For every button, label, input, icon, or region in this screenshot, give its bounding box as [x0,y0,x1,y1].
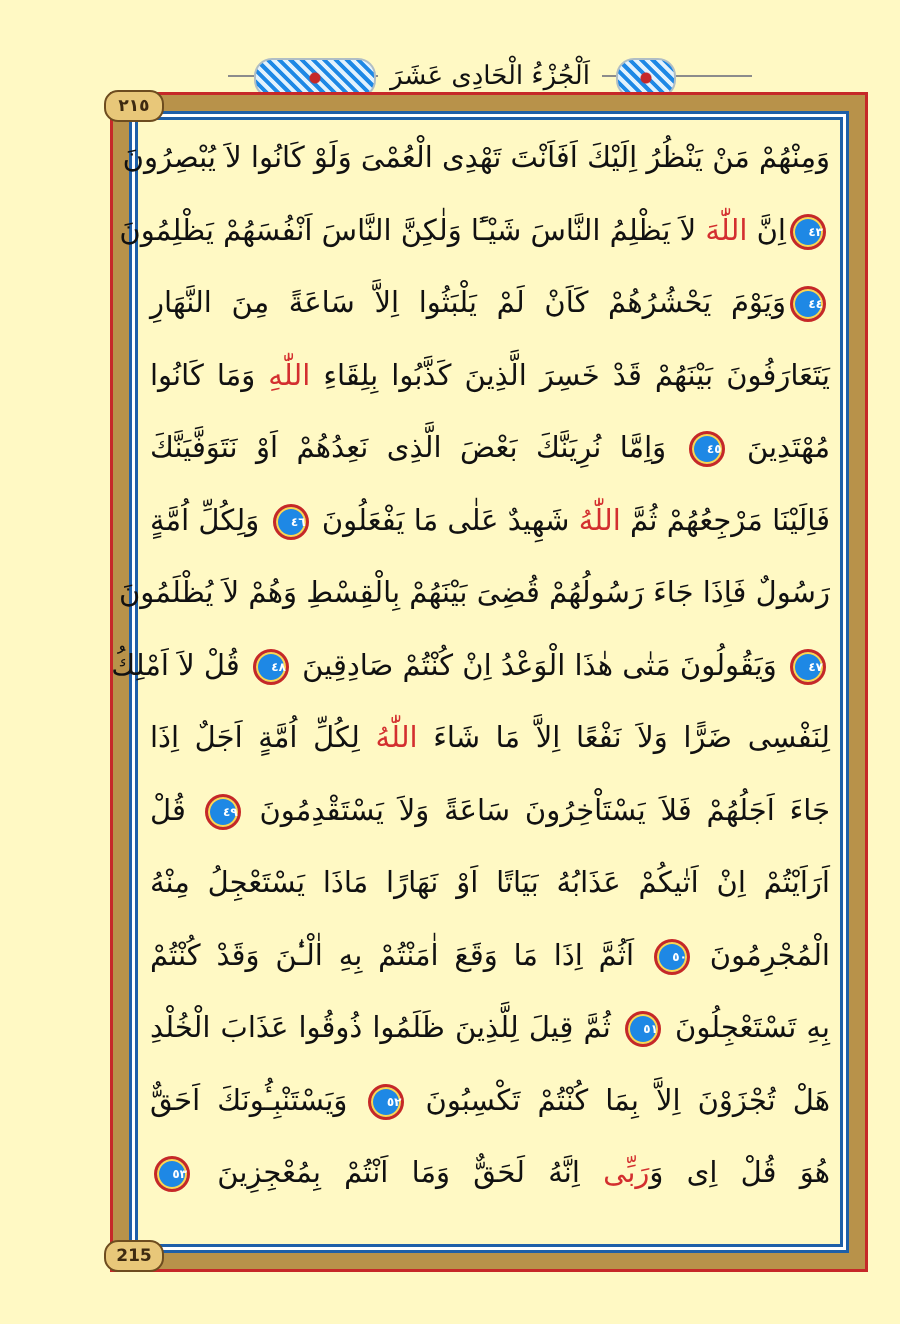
verse-line [150,1002,830,1052]
verse-text: قُلْ [150,792,201,827]
divine-name: اللّٰهَ [705,212,748,247]
verse-text: يَتَعَارَفُونَ بَيْنَهُمْ قَدْ خَسِرَ الَّذِينَ كَذَّبُوا بِلِقَاءِ [310,357,830,392]
verse-line [122,132,830,182]
ayah-number-marker: ٤٦ [273,504,309,540]
ayah-number-marker: ٥٣ [154,1156,190,1192]
ayah-number-marker: ٤٧ [790,649,826,685]
divine-name: اللّٰهِ [268,357,311,392]
verse-text: جَاءَ اَجَلُهُمْ فَلاَ يَسْتَاْخِرُونَ سَاعَةً وَلاَ يَسْتَقْدِمُونَ [244,792,831,827]
page-number-bottom: 215 [104,1240,164,1272]
verse-line [150,930,830,980]
ayah-number-marker: ٤٣ [790,214,826,250]
verse-text: الْمُجْرِمُونَ [693,937,830,972]
ayah-number-marker: ٤٤ [790,286,826,322]
verse-line [150,277,830,327]
verse-text: بِهِ تَسْتَعْجِلُونَ [664,1010,830,1044]
verse-text: شَهِيدٌ عَلٰى مَا يَفْعَلُونَ [312,502,579,537]
verse-line [150,1147,830,1197]
verse-text: لاَ يَظْلِمُ النَّاسَ شَيْـًٔا وَلٰكِنَّ النَّاسَ اَنْفُسَهُمْ يَظْلِمُونَ [119,212,706,247]
ayah-number-marker: ٤٨ [253,649,289,685]
verse-text: اِنَّ [747,212,786,247]
verse-text: قُلْ لاَ اَمْلِكُ [111,647,249,682]
verse-text: فَاِلَيْنَا مَرْجِعُهُمْ ثُمَّ [620,502,830,537]
verse-text: لِنَفْسِى ضَرًّا وَلاَ نَفْعًا اِلاَّ مَا شَاءَ [417,720,830,754]
verse-text: وَمِنْهُمْ مَنْ يَنْظُرُ اِلَيْكَ اَفَاَنْتَ تَهْدِى الْعُمْىَ وَلَوْ كَانُوا لاَ يُبْصِرُونَ [122,140,830,174]
verse-text: وَيَوْمَ يَحْشُرُهُمْ كَاَنْ لَمْ يَلْبَثُوا اِلاَّ سَاعَةً مِنَ النَّهَارِ [150,285,786,319]
ayah-number-marker: ٥٢ [368,1084,404,1120]
verse-text: وَمَا كَانُوا [150,357,269,392]
divine-name: اللّٰهُ [375,720,418,754]
divine-name: اللّٰهُ [578,502,621,537]
page-number-top: ٢١٥ [104,90,164,122]
verse-line [150,1075,830,1125]
ayah-number-marker: ٤٥ [689,431,725,467]
ayah-number-marker: ٤٩ [205,794,241,830]
verse-line [119,205,830,255]
verse-text: هُوَ قُلْ اِى وَ [649,1155,831,1189]
divine-name: رَبِّى [603,1155,650,1189]
verse-text: وَاِمَّا نُرِيَنَّكَ بَعْضَ الَّذِى نَعِدُهُمْ اَوْ نَتَوَفَّيَنَّكَ [150,430,685,464]
verse-line [118,567,830,617]
juz-title: اَلْجُزْءُ الْحَادِى عَشَرَ [378,56,602,96]
ayah-number-marker: ٥٠ [654,939,690,975]
verse-text: رَسُولٌ فَاِذَا جَاءَ رَسُولُهُمْ قُضِىَ بَيْنَهُمْ بِالْقِسْطِ وَهُمْ لاَ يُظْلَمُونَ [118,575,830,609]
verse-text: وَيَسْتَنْبِـُٔونَكَ اَحَقٌّ [150,1082,365,1117]
verse-text: مُهْتَدِينَ [728,430,830,464]
verse-text: وَيَقُولُونَ مَتٰى هٰذَا الْوَعْدُ اِنْ كُنْتُمْ صَادِقِينَ [292,647,786,682]
verse-text: لِكُلِّ اُمَّةٍ اَجَلٌ اِذَا [150,720,376,754]
verse-line [150,422,830,472]
ayah-number-marker: ٥١ [625,1011,661,1047]
verse-line [150,495,830,545]
verse-text: اِنَّهُ لَحَقٌّ وَمَا اَنْتُمْ بِمُعْجِزِينَ [194,1155,604,1189]
verse-text: هَلْ تُجْزَوْنَ اِلاَّ بِمَا كُنْتُمْ تَكْسِبُونَ [408,1082,830,1117]
verse-text: اَثُمَّ اِذَا مَا وَقَعَ اٰمَنْتُمْ بِهِ اٰلْـٰٔنَ وَقَدْ كُنْتُمْ [150,937,650,972]
verse-lines [111,132,831,1228]
verse-text: اَرَاَيْتُمْ اِنْ اَتٰيكُمْ عَذَابُهُ بَيَاتًا اَوْ نَهَارًا مَاذَا يَسْتَعْجِلُ مِنْهُ [150,865,830,899]
verse-line [111,640,830,690]
verse-text: وَلِكُلِّ اُمَّةٍ [150,502,269,537]
verse-line [150,857,830,907]
verse-line [150,712,830,762]
verse-line [150,350,830,400]
verse-text: ثُمَّ قِيلَ لِلَّذِينَ ظَلَمُوا ذُوقُوا عَذَابَ الْخُلْدِ [150,1010,621,1044]
verse-line [150,785,830,835]
